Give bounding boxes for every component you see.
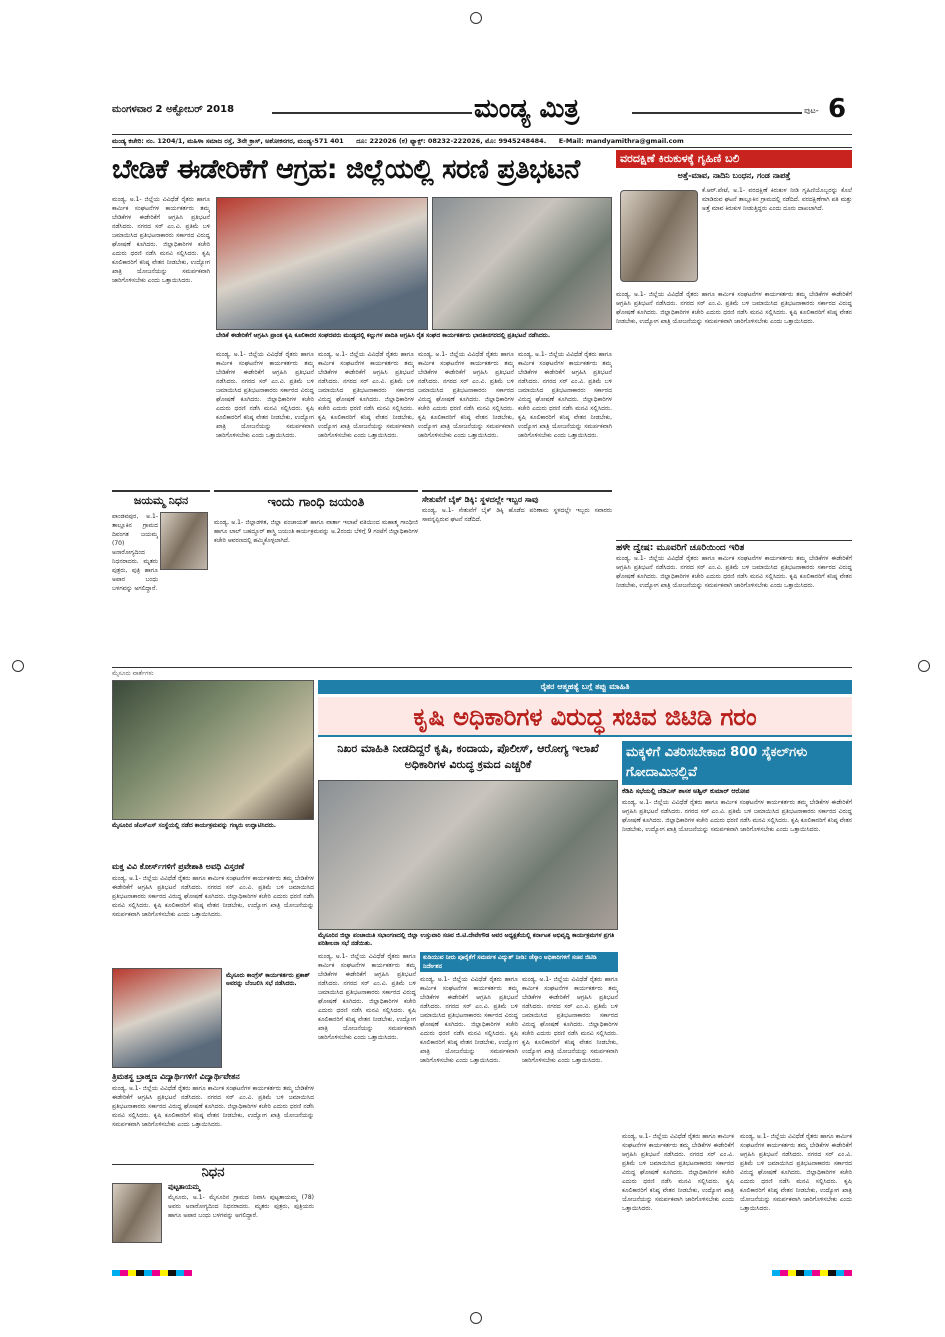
lead-photo-caption: ಬೇಡಿಕೆ ಈಡೇರಿಕೆಗೆ ಆಗ್ರಹಿಸಿ ಪ್ರಾಂತ ಕೃಷಿ ಕೂಲಿಕಾರರ ಸಂಘದವರು ಮಂಡ್ಯದಲ್ಲಿ ಕಲ್ಲುಗಳ ಪಾದಿತಿ ಆಗ್ರಹಿಸಿ ರೈತ ಸಂಘದ ಕಾರ್ಯಕರ್ತರು ಭಾರತೀನಗರದಲ್ಲಿ ಪ್ರತಿಭಟನೆ ನಡೆಸಿದರು. [216, 332, 551, 339]
minister-text-col-1: ಮಂಡ್ಯ, ಅ.1- ಜಿಲ್ಲೆಯ ವಿವಿಧೆಡೆ ರೈತರು ಹಾಗೂ ಕಾರ್ಮಿಕ ಸಂಘಟನೆಗಳ ಕಾರ್ಯಕರ್ತರು ತಮ್ಮ ಬೇಡಿಕೆಗಳ ಈಡೇರಿಕೆಗೆ ಆಗ್ರಹಿಸಿ ಪ್ರತಿಭಟನೆ ನಡೆಸಿದರು. ನಗರದ ಸರ್ ಎಂ.ವಿ. ಪ್ರತಿಮೆ ಬಳಿ ಜಮಾಯಿಸಿದ ಪ್ರತಿಭಟನಾಕಾರರು ಸರ್ಕಾರದ ವಿರುದ್ಧ ಘೋಷಣೆ ಕೂಗಿದರು. ಜಿಲ್ಲಾಧಿಕಾರಿಗಳ ಕಚೇರಿ ಎದುರು ಧರಣಿ ನಡೆಸಿ ಮನವಿ ಸಲ್ಲಿಸಿದರು. ಕೃಷಿ ಕೂಲಿಕಾರರಿಗೆ ಕನಿಷ್ಠ ವೇತನ ನೀಡಬೇಕು, ಉದ್ಯೋಗ ಖಾತ್ರಿ ಯೋಜನೆಯನ್ನು ಸಮರ್ಪಕವಾಗಿ ಜಾರಿಗೊಳಿಸಬೇಕು ಎಂದು ಒತ್ತಾಯಿಸಿದರು. [318, 953, 416, 1041]
dowry-subheadline: ಅತ್ತೆ-ಮಾವ, ನಾದಿನಿ ಬಂಧನ, ಗಂಡ ನಾಪತ್ತೆ [677, 171, 791, 180]
obituary-headline: ಜಯಮ್ಮ ನಿಧನ [133, 494, 189, 507]
stabbing-headline: ಹಳೇ ದ್ವೇಷ: ಮೂವರಿಗೆ ಚೂರಿಯಿಂದ ಇರಿತ [616, 540, 852, 553]
minister-headline: ಕೃಷಿ ಅಧಿಕಾರಿಗಳ ವಿರುದ್ಧ ಸಚಿವ ಜಿಟಿಡಿ ಗರಂ [318, 697, 852, 737]
gandhi-headline: ಇಂದು ಗಾಂಧಿ ಜಯಂತಿ [267, 495, 365, 510]
meeting-caption: ಮೈಸೂರಿನ ಜಿಲ್ಲಾ ಪಂಚಾಯಿತಿ ಸಭಾಂಗಣದಲ್ಲಿ ಜಿಲ್ಲಾ ಉಸ್ತುವಾರಿ ಸಚಿವ ಜಿ.ಟಿ.ದೇವೇಗೌಡ ಅವರ ಅಧ್ಯಕ್ಷತೆಯಲ್ಲಿ ಕರ್ನಾಟಕ ಅಭಿವೃದ್ಧಿ ಕಾರ್ಯಕ್ರಮಗಳ ಪ್ರಗತಿ ಪರಿಶೀಲನಾ ಸಭೆ ನಡೆಯಿತು. [318, 932, 615, 947]
minister-text-col-3: ಮಂಡ್ಯ, ಅ.1- ಜಿಲ್ಲೆಯ ವಿವಿಧೆಡೆ ರೈತರು ಹಾಗೂ ಕಾರ್ಮಿಕ ಸಂಘಟನೆಗಳ ಕಾರ್ಯಕರ್ತರು ತಮ್ಮ ಬೇಡಿಕೆಗಳ ಈಡೇರಿಕೆಗೆ ಆಗ್ರಹಿಸಿ ಪ್ರತಿಭಟನೆ ನಡೆಸಿದರು. ನಗರದ ಸರ್ ಎಂ.ವಿ. ಪ್ರತಿಮೆ ಬಳಿ ಜಮಾಯಿಸಿದ ಪ್ರತಿಭಟನಾಕಾರರು ಸರ್ಕಾರದ ವಿರುದ್ಧ ಘೋಷಣೆ ಕೂಗಿದರು. ಜಿಲ್ಲಾಧಿಕಾರಿಗಳ ಕಚೇರಿ ಎದುರು ಧರಣಿ ನಡೆಸಿ ಮನವಿ ಸಲ್ಲಿಸಿದರು. ಕೃಷಿ ಕೂಲಿಕಾರರಿಗೆ ಕನಿಷ್ಠ ವೇತನ ನೀಡಬೇಕು, ಉದ್ಯೋಗ ಖಾತ್ರಿ ಯೋಜನೆಯನ್ನು ಸಮರ್ಪಕವಾಗಿ ಜಾರಿಗೊಳಿಸಬೇಕು ಎಂದು ಒತ್ತಾಯಿಸಿದರು. [522, 976, 618, 1064]
inauguration-photo [112, 680, 314, 820]
lead-photo-left [216, 197, 428, 330]
office-phone: ದೂ: 222026 (ಕ) ಫ್ಯಾಕ್ಸ್: 08232-222026, ಮೊ: 9945248484. [356, 137, 547, 145]
pu-admission-headline: ಮಕ್ತ ವಿವಿ ಕೋರ್ಸ್‌ಗಳಿಗೆ ಪ್ರವೇಶಾತಿ ಅವಧಿ ವಿಸ್ತರಣೆ [112, 862, 245, 871]
cycles-headline: ಮಕ್ಕಳಿಗೆ ವಿತರಿಸಬೇಕಾದ 800 ಸೈಕಲ್‌ಗಳು ಗೋದಾಮಿನಲ್ಲಿವೆ [622, 741, 852, 785]
obituary-photo [160, 512, 208, 570]
masthead [112, 94, 852, 134]
accident-box [422, 490, 612, 665]
color-strip-right [772, 1270, 852, 1276]
registration-mark [12, 660, 24, 672]
lead-text-col-3: ಮಂಡ್ಯ, ಅ.1- ಜಿಲ್ಲೆಯ ವಿವಿಧೆಡೆ ರೈತರು ಹಾಗೂ ಕಾರ್ಮಿಕ ಸಂಘಟನೆಗಳ ಕಾರ್ಯಕರ್ತರು ತಮ್ಮ ಬೇಡಿಕೆಗಳ ಈಡೇರಿಕೆಗೆ ಆಗ್ರಹಿಸಿ ಪ್ರತಿಭಟನೆ ನಡೆಸಿದರು. ನಗರದ ಸರ್ ಎಂ.ವಿ. ಪ್ರತಿಮೆ ಬಳಿ ಜಮಾಯಿಸಿದ ಪ್ರತಿಭಟನಾಕಾರರು ಸರ್ಕಾರದ ವಿರುದ್ಧ ಘೋಷಣೆ ಕೂಗಿದರು. ಜಿಲ್ಲಾಧಿಕಾರಿಗಳ ಕಚೇರಿ ಎದುರು ಧರಣಿ ನಡೆಸಿ ಮನವಿ ಸಲ್ಲಿಸಿದರು. ಕೃಷಿ ಕೂಲಿಕಾರರಿಗೆ ಕನಿಷ್ಠ ವೇತನ ನೀಡಬೇಕು, ಉದ್ಯೋಗ ಖಾತ್ರಿ ಯೋಜನೆಯನ್ನು ಸಮರ್ಪಕವಾಗಿ ಜಾರಿಗೊಳಿಸಬೇಕು ಎಂದು ಒತ್ತಾಯಿಸಿದರು. [318, 351, 414, 439]
lead-text-col-4: ಮಂಡ್ಯ, ಅ.1- ಜಿಲ್ಲೆಯ ವಿವಿಧೆಡೆ ರೈತರು ಹಾಗೂ ಕಾರ್ಮಿಕ ಸಂಘಟನೆಗಳ ಕಾರ್ಯಕರ್ತರು ತಮ್ಮ ಬೇಡಿಕೆಗಳ ಈಡೇರಿಕೆಗೆ ಆಗ್ರಹಿಸಿ ಪ್ರತಿಭಟನೆ ನಡೆಸಿದರು. ನಗರದ ಸರ್ ಎಂ.ವಿ. ಪ್ರತಿಮೆ ಬಳಿ ಜಮಾಯಿಸಿದ ಪ್ರತಿಭಟನಾಕಾರರು ಸರ್ಕಾರದ ವಿರುದ್ಧ ಘೋಷಣೆ ಕೂಗಿದರು. ಜಿಲ್ಲಾಧಿಕಾರಿಗಳ ಕಚೇರಿ ಎದುರು ಧರಣಿ ನಡೆಸಿ ಮನವಿ ಸಲ್ಲಿಸಿದರು. ಕೃಷಿ ಕೂಲಿಕಾರರಿಗೆ ಕನಿಷ್ಠ ವೇತನ ನೀಡಬೇಕು, ಉದ್ಯೋಗ ಖಾತ್ರಿ ಯೋಜನೆಯನ್ನು ಸಮರ್ಪಕವಾಗಿ ಜಾರಿಗೊಳಿಸಬೇಕು ಎಂದು ಒತ್ತಾಯಿಸಿದರು. [418, 351, 514, 439]
accident-headline: ಸೇತುವೆಗೆ ಬೈಕ್ ಡಿಕ್ಕಿ: ಸ್ಥಳದಲ್ಲೇ ಇಬ್ಬರ ಸಾವು [422, 495, 539, 504]
congress-caption: ಮೈಸೂರು ಕಾಂಗ್ರೆಸ್ ಕಾರ್ಯಕರ್ತರು ಪ್ರಕಾಶ್ ಅವರನ್ನು ಬೆಂಬಲಿಸಿ ಸಭೆ ನಡೆಸಿದರು. [226, 972, 310, 987]
dowry-text-2: ಮಂಡ್ಯ, ಅ.1- ಜಿಲ್ಲೆಯ ವಿವಿಧೆಡೆ ರೈತರು ಹಾಗೂ ಕಾರ್ಮಿಕ ಸಂಘಟನೆಗಳ ಕಾರ್ಯಕರ್ತರು ತಮ್ಮ ಬೇಡಿಕೆಗಳ ಈಡೇರಿಕೆಗೆ ಆಗ್ರಹಿಸಿ ಪ್ರತಿಭಟನೆ ನಡೆಸಿದರು. ನಗರದ ಸರ್ ಎಂ.ವಿ. ಪ್ರತಿಮೆ ಬಳಿ ಜಮಾಯಿಸಿದ ಪ್ರತಿಭಟನಾಕಾರರು ಸರ್ಕಾರದ ವಿರುದ್ಧ ಘೋಷಣೆ ಕೂಗಿದರು. ಜಿಲ್ಲಾಧಿಕಾರಿಗಳ ಕಚೇರಿ ಎದುರು ಧರಣಿ ನಡೆಸಿ ಮನವಿ ಸಲ್ಲಿಸಿದರು. ಕೃಷಿ ಕೂಲಿಕಾರರಿಗೆ ಕನಿಷ್ಠ ವೇತನ ನೀಡಬೇಕು, ಉದ್ಯೋಗ ಖಾತ್ರಿ ಯೋಜನೆಯನ್ನು ಸಮರ್ಪಕವಾಗಿ ಜಾರಿಗೊಳಿಸಬೇಕು ಎಂದು ಒತ್ತಾಯಿಸಿದರು. [616, 291, 852, 325]
page-label: ಪುಟ- [804, 106, 819, 115]
gandhi-text: ಮಂಡ್ಯ, ಅ.1- ಜಿಲ್ಲಾಡಳಿತ, ಜಿಲ್ಲಾ ಪಂಚಾಯತ್ ಹಾಗೂ ವಾರ್ತಾ ಇಲಾಖೆ ವತಿಯಿಂದ ಮಹಾತ್ಮ ಗಾಂಧೀಜಿ ಹಾಗೂ ಲಾಲ್ ಬಹದ್ದೂರ್ ಶಾಸ್ತ್ರಿ ಜಯಂತಿ ಕಾರ್ಯಕ್ರಮವನ್ನು ಅ.2ರಂದು ಬೆಳಿಗ್ಗೆ 9 ಗಂಟೆಗೆ ಜಿಲ್ಲಾಧಿಕಾರಿಗಳ ಕಚೇರಿ ಆವರಣದಲ್ಲಿ ಹಮ್ಮಿಕೊಳ್ಳಲಾಗಿದೆ. [214, 519, 418, 544]
page-number: 6 [828, 94, 847, 124]
meeting-photo [318, 780, 618, 930]
lead-text-col-1: ಮಂಡ್ಯ, ಅ.1- ಜಿಲ್ಲೆಯ ವಿವಿಧೆಡೆ ರೈತರು ಹಾಗೂ ಕಾರ್ಮಿಕ ಸಂಘಟನೆಗಳ ಕಾರ್ಯಕರ್ತರು ತಮ್ಮ ಬೇಡಿಕೆಗಳ ಈಡೇರಿಕೆಗೆ ಆಗ್ರಹಿಸಿ ಪ್ರತಿಭಟನೆ ನಡೆಸಿದರು. ನಗರದ ಸರ್ ಎಂ.ವಿ. ಪ್ರತಿಮೆ ಬಳಿ ಜಮಾಯಿಸಿದ ಪ್ರತಿಭಟನಾಕಾರರು ಸರ್ಕಾರದ ವಿರುದ್ಧ ಘೋಷಣೆ ಕೂಗಿದರು. ಜಿಲ್ಲಾಧಿಕಾರಿಗಳ ಕಚೇರಿ ಎದುರು ಧರಣಿ ನಡೆಸಿ ಮನವಿ ಸಲ್ಲಿಸಿದರು. ಕೃಷಿ ಕೂಲಿಕಾರರಿಗೆ ಕನಿಷ್ಠ ವೇತನ ನೀಡಬೇಕು, ಉದ್ಯೋಗ ಖಾತ್ರಿ ಯೋಜನೆಯನ್ನು ಸಮರ್ಪಕವಾಗಿ ಜಾರಿಗೊಳಿಸಬೇಕು ಎಂದು ಒತ್ತಾಯಿಸಿದರು. [112, 196, 210, 284]
minister-deck: ನಿಖರ ಮಾಹಿತಿ ನೀಡದಿದ್ದರೆ ಕೃಷಿ, ಕಂದಾಯ, ಪೊಲೀಸ್, ಆರೋಗ್ಯ ಇಲಾಖೆ ಅಧಿಕಾರಿಗಳ ವಿರುದ್ಧ ಕ್ರಮದ ಎಚ್ಚರಿಕೆ [337, 742, 599, 771]
office-email: E-Mail: mandyamithra@gmail.com [558, 137, 684, 145]
congress-photo [112, 968, 222, 1068]
chescom-subhead: ಕುಡಿಯುವ ನೀರು ಪೂರೈಕೆಗೆ ಸಮರ್ಪಕ ವಿದ್ಯುತ್ ನೀಡಿ: ಚೆಸ್ಕಾಂ ಅಧಿಕಾರಿಗಳಿಗೆ ಸಚಿವ ಜಿಟಿಡಿ ನಿರ್ದೇಶನ [420, 952, 618, 972]
obituary-2-photo [112, 1183, 162, 1243]
obituary-2-text: ಮೈಸೂರು, ಅ.1- ಮೈಸೂರಿನ ಗ್ರಾಮದ ನಿವಾಸಿ ಪುಟ್ಟತಾಯಮ್ಮ (78) ಅವರು ಅನಾರೋಗ್ಯದಿಂದ ನಿಧನರಾದರು. ಮೃತರು ಪುತ್ರರು, ಪುತ್ರಿಯರು ಹಾಗೂ ಅಪಾರ ಬಂಧು ಬಳಗವನ್ನು ಅಗಲಿದ್ದಾರೆ. [168, 1194, 314, 1219]
obituary-2-box [112, 1164, 314, 1266]
obituary-2-name: ಪುಟ್ಟತಾಯಮ್ಮ [168, 1183, 201, 1191]
registration-mark [470, 12, 482, 24]
gandhi-jayanti-box [214, 490, 418, 665]
section-label: ಮೈಸೂರು ವಾರ್ತೆಗಳು [112, 670, 154, 677]
stabbing-text: ಮಂಡ್ಯ, ಅ.1- ಜಿಲ್ಲೆಯ ವಿವಿಧೆಡೆ ರೈತರು ಹಾಗೂ ಕಾರ್ಮಿಕ ಸಂಘಟನೆಗಳ ಕಾರ್ಯಕರ್ತರು ತಮ್ಮ ಬೇಡಿಕೆಗಳ ಈಡೇರಿಕೆಗೆ ಆಗ್ರಹಿಸಿ ಪ್ರತಿಭಟನೆ ನಡೆಸಿದರು. ನಗರದ ಸರ್ ಎಂ.ವಿ. ಪ್ರತಿಮೆ ಬಳಿ ಜಮಾಯಿಸಿದ ಪ್ರತಿಭಟನಾಕಾರರು ಸರ್ಕಾರದ ವಿರುದ್ಧ ಘೋಷಣೆ ಕೂಗಿದರು. ಜಿಲ್ಲಾಧಿಕಾರಿಗಳ ಕಚೇರಿ ಎದುರು ಧರಣಿ ನಡೆಸಿ ಮನವಿ ಸಲ್ಲಿಸಿದರು. ಕೃಷಿ ಕೂಲಿಕಾರರಿಗೆ ಕನಿಷ್ಠ ವೇತನ ನೀಡಬೇಕು, ಉದ್ಯೋಗ ಖಾತ್ರಿ ಯೋಜನೆಯನ್ನು ಸಮರ್ಪಕವಾಗಿ ಜಾರಿಗೊಳಿಸಬೇಕು ಎಂದು ಒತ್ತಾಯಿಸಿದರು. [616, 555, 852, 589]
scholarship-text: ಮಂಡ್ಯ, ಅ.1- ಜಿಲ್ಲೆಯ ವಿವಿಧೆಡೆ ರೈತರು ಹಾಗೂ ಕಾರ್ಮಿಕ ಸಂಘಟನೆಗಳ ಕಾರ್ಯಕರ್ತರು ತಮ್ಮ ಬೇಡಿಕೆಗಳ ಈಡೇರಿಕೆಗೆ ಆಗ್ರಹಿಸಿ ಪ್ರತಿಭಟನೆ ನಡೆಸಿದರು. ನಗರದ ಸರ್ ಎಂ.ವಿ. ಪ್ರತಿಮೆ ಬಳಿ ಜಮಾಯಿಸಿದ ಪ್ರತಿಭಟನಾಕಾರರು ಸರ್ಕಾರದ ವಿರುದ್ಧ ಘೋಷಣೆ ಕೂಗಿದರು. ಜಿಲ್ಲಾಧಿಕಾರಿಗಳ ಕಚೇರಿ ಎದುರು ಧರಣಿ ನಡೆಸಿ ಮನವಿ ಸಲ್ಲಿಸಿದರು. ಕೃಷಿ ಕೂಲಿಕಾರರಿಗೆ ಕನಿಷ್ಠ ವೇತನ ನೀಡಬೇಕು, ಉದ್ಯೋಗ ಖಾತ್ರಿ ಯೋಜನೆಯನ್ನು ಸಮರ್ಪಕವಾಗಿ ಜಾರಿಗೊಳಿಸಬೇಕು ಎಂದು ಒತ್ತಾಯಿಸಿದರು. [112, 1085, 314, 1128]
kicker: ರೈತರ ಆತ್ಮಹತ್ಯೆ ಬಗ್ಗೆ ತಪ್ಪು ಮಾಹಿತಿ [318, 680, 852, 694]
dowry-text: ಕೆ.ಆರ್.ಪೇಟೆ, ಅ.1- ವರದಕ್ಷಿಣೆ ಕಿರುಕುಳ ನೀಡಿ ಗೃಹಿಣಿಯೊಬ್ಬರನ್ನು ಕೊಲೆ ಮಾಡಿರುವ ಘಟನೆ ತಾಲ್ಲೂಕಿನ ಗ್ರಾಮದಲ್ಲಿ ನಡೆದಿದೆ. ವರದಕ್ಷಿಣೆಗಾಗಿ ಪತಿ ಮತ್ತು ಅತ್ತೆ ಮಾವ ಕಿರುಕುಳ ನೀಡುತ್ತಿದ್ದರು ಎಂದು ದೂರು ದಾಖಲಾಗಿದೆ. [702, 187, 852, 212]
lead-text-col-2: ಮಂಡ್ಯ, ಅ.1- ಜಿಲ್ಲೆಯ ವಿವಿಧೆಡೆ ರೈತರು ಹಾಗೂ ಕಾರ್ಮಿಕ ಸಂಘಟನೆಗಳ ಕಾರ್ಯಕರ್ತರು ತಮ್ಮ ಬೇಡಿಕೆಗಳ ಈಡೇರಿಕೆಗೆ ಆಗ್ರಹಿಸಿ ಪ್ರತಿಭಟನೆ ನಡೆಸಿದರು. ನಗರದ ಸರ್ ಎಂ.ವಿ. ಪ್ರತಿಮೆ ಬಳಿ ಜಮಾಯಿಸಿದ ಪ್ರತಿಭಟನಾಕಾರರು ಸರ್ಕಾರದ ವಿರುದ್ಧ ಘೋಷಣೆ ಕೂಗಿದರು. ಜಿಲ್ಲಾಧಿಕಾರಿಗಳ ಕಚೇರಿ ಎದುರು ಧರಣಿ ನಡೆಸಿ ಮನವಿ ಸಲ್ಲಿಸಿದರು. ಕೃಷಿ ಕೂಲಿಕಾರರಿಗೆ ಕನಿಷ್ಠ ವೇತನ ನೀಡಬೇಕು, ಉದ್ಯೋಗ ಖಾತ್ರಿ ಯೋಜನೆಯನ್ನು ಸಮರ್ಪಕವಾಗಿ ಜಾರಿಗೊಳಿಸಬೇಕು ಎಂದು ಒತ್ತಾಯಿಸಿದರು. [216, 351, 314, 439]
masthead-rule-left [272, 112, 472, 114]
color-strip-left [112, 1270, 192, 1276]
obituary-text: ಪಾಂಡವಪುರ, ಅ.1- ತಾಲ್ಲೂಕಿನ ಗ್ರಾಮದ ದಿವಂಗತ ಜಯಮ್ಮ (70) ಅನಾರೋಗ್ಯದಿಂದ ನಿಧನರಾದರು. ಮೃತರು ಪುತ್ರರು, ಪುತ್ರಿ ಹಾಗೂ ಅಪಾರ ಬಂಧು ಬಳಗವನ್ನು ಅಗಲಿದ್ದಾರೆ. [112, 513, 158, 592]
accident-text: ಮಂಡ್ಯ, ಅ.1- ಸೇತುವೆಗೆ ಬೈಕ್ ಡಿಕ್ಕಿ ಹೊಡೆದ ಪರಿಣಾಮ ಸ್ಥಳದಲ್ಲೇ ಇಬ್ಬರು ಸವಾರರು ಸಾವನ್ನಪ್ಪಿರುವ ಘಟನೆ ನಡೆದಿದೆ. [422, 507, 612, 523]
obituary-2-headline: ನಿಧನ [201, 1165, 225, 1180]
pu-admission-text: ಮಂಡ್ಯ, ಅ.1- ಜಿಲ್ಲೆಯ ವಿವಿಧೆಡೆ ರೈತರು ಹಾಗೂ ಕಾರ್ಮಿಕ ಸಂಘಟನೆಗಳ ಕಾರ್ಯಕರ್ತರು ತಮ್ಮ ಬೇಡಿಕೆಗಳ ಈಡೇರಿಕೆಗೆ ಆಗ್ರಹಿಸಿ ಪ್ರತಿಭಟನೆ ನಡೆಸಿದರು. ನಗರದ ಸರ್ ಎಂ.ವಿ. ಪ್ರತಿಮೆ ಬಳಿ ಜಮಾಯಿಸಿದ ಪ್ರತಿಭಟನಾಕಾರರು ಸರ್ಕಾರದ ವಿರುದ್ಧ ಘೋಷಣೆ ಕೂಗಿದರು. ಜಿಲ್ಲಾಧಿಕಾರಿಗಳ ಕಚೇರಿ ಎದುರು ಧರಣಿ ನಡೆಸಿ ಮನವಿ ಸಲ್ಲಿಸಿದರು. ಕೃಷಿ ಕೂಲಿಕಾರರಿಗೆ ಕನಿಷ್ಠ ವೇತನ ನೀಡಬೇಕು, ಉದ್ಯೋಗ ಖಾತ್ರಿ ಯೋಜನೆಯನ್ನು ಸಮರ್ಪಕವಾಗಿ ಜಾರಿಗೊಳಿಸಬೇಕು ಎಂದು ಒತ್ತಾಯಿಸಿದರು. [112, 875, 314, 918]
cycles-text-2: ಮಂಡ್ಯ, ಅ.1- ಜಿಲ್ಲೆಯ ವಿವಿಧೆಡೆ ರೈತರು ಹಾಗೂ ಕಾರ್ಮಿಕ ಸಂಘಟನೆಗಳ ಕಾರ್ಯಕರ್ತರು ತಮ್ಮ ಬೇಡಿಕೆಗಳ ಈಡೇರಿಕೆಗೆ ಆಗ್ರಹಿಸಿ ಪ್ರತಿಭಟನೆ ನಡೆಸಿದರು. ನಗರದ ಸರ್ ಎಂ.ವಿ. ಪ್ರತಿಮೆ ಬಳಿ ಜಮಾಯಿಸಿದ ಪ್ರತಿಭಟನಾಕಾರರು ಸರ್ಕಾರದ ವಿರುದ್ಧ ಘೋಷಣೆ ಕೂಗಿದರು. ಜಿಲ್ಲಾಧಿಕಾರಿಗಳ ಕಚೇರಿ ಎದುರು ಧರಣಿ ನಡೆಸಿ ಮನವಿ ಸಲ್ಲಿಸಿದರು. ಕೃಷಿ ಕೂಲಿಕಾರರಿಗೆ ಕನಿಷ್ಠ ವೇತನ ನೀಡಬೇಕು, ಉದ್ಯೋಗ ಖಾತ್ರಿ ಯೋಜನೆಯನ್ನು ಸಮರ್ಪಕವಾಗಿ ಜಾರಿಗೊಳಿಸಬೇಕು ಎಂದು ಒತ್ತಾಯಿಸಿದರು. [622, 1133, 734, 1212]
cycles-subheadline: ಕೆಡಿಪಿ ಸಭೆಯಲ್ಲಿ ಜೆಡಿಎಸ್ ಶಾಸಕ ಅಶ್ವಿನ್ ಕುಮಾರ್ ಆರೋಪ [622, 787, 750, 795]
scholarship-headline: ತ್ರಿಮತಸ್ಥ ಬ್ರಾಹ್ಮಣ ವಿದ್ಯಾರ್ಥಿಗಳಿಗೆ ವಿದ್ಯಾರ್ಥಿವೇತನ [112, 1072, 240, 1081]
lead-headline: ಬೇಡಿಕೆ ಈಡೇರಿಕೆಗೆ ಆಗ್ರಹ: ಜಿಲ್ಲೆಯಲ್ಲಿ ಸರಣಿ ಪ್ರತಿಭಟನೆ [112, 154, 580, 185]
dowry-victim-photo [620, 190, 698, 282]
inauguration-caption: ಮೈಸೂರಿನ ಜೆಎಸ್‌ಎಸ್ ಸಂಸ್ಥೆಯಲ್ಲಿ ನಡೆದ ಕಾರ್ಯಕ್ರಮವನ್ನು ಗಣ್ಯರು ಉದ್ಘಾಟಿಸಿದರು. [112, 822, 277, 829]
masthead-rule-right [632, 112, 802, 114]
dowry-story [616, 150, 852, 665]
registration-mark [918, 660, 930, 672]
info-bar [112, 134, 852, 148]
office-address: ಮಂಡ್ಯ ಕಚೇರಿ: ನಂ. 1204/1, ಮಹಿಳಾ ಸಮಾಜ ರಸ್ತೆ, 3ನೇ ಕ್ರಾಸ್, ಅಶೋಕನಗರ, ಮಂಡ್ಯ-571 401 [112, 137, 344, 145]
masthead-date: ಮಂಗಳವಾರ 2 ಅಕ್ಟೋಬರ್ 2018 [112, 104, 235, 115]
minister-text-col-2: ಮಂಡ್ಯ, ಅ.1- ಜಿಲ್ಲೆಯ ವಿವಿಧೆಡೆ ರೈತರು ಹಾಗೂ ಕಾರ್ಮಿಕ ಸಂಘಟನೆಗಳ ಕಾರ್ಯಕರ್ತರು ತಮ್ಮ ಬೇಡಿಕೆಗಳ ಈಡೇರಿಕೆಗೆ ಆಗ್ರಹಿಸಿ ಪ್ರತಿಭಟನೆ ನಡೆಸಿದರು. ನಗರದ ಸರ್ ಎಂ.ವಿ. ಪ್ರತಿಮೆ ಬಳಿ ಜಮಾಯಿಸಿದ ಪ್ರತಿಭಟನಾಕಾರರು ಸರ್ಕಾರದ ವಿರುದ್ಧ ಘೋಷಣೆ ಕೂಗಿದರು. ಜಿಲ್ಲಾಧಿಕಾರಿಗಳ ಕಚೇರಿ ಎದುರು ಧರಣಿ ನಡೆಸಿ ಮನವಿ ಸಲ್ಲಿಸಿದರು. ಕೃಷಿ ಕೂಲಿಕಾರರಿಗೆ ಕನಿಷ್ಠ ವೇತನ ನೀಡಬೇಕು, ಉದ್ಯೋಗ ಖಾತ್ರಿ ಯೋಜನೆಯನ್ನು ಸಮರ್ಪಕವಾಗಿ ಜಾರಿಗೊಳಿಸಬೇಕು ಎಂದು ಒತ್ತಾಯಿಸಿದರು. [420, 976, 518, 1064]
registration-mark [470, 1312, 482, 1324]
cycles-text-3: ಮಂಡ್ಯ, ಅ.1- ಜಿಲ್ಲೆಯ ವಿವಿಧೆಡೆ ರೈತರು ಹಾಗೂ ಕಾರ್ಮಿಕ ಸಂಘಟನೆಗಳ ಕಾರ್ಯಕರ್ತರು ತಮ್ಮ ಬೇಡಿಕೆಗಳ ಈಡೇರಿಕೆಗೆ ಆಗ್ರಹಿಸಿ ಪ್ರತಿಭಟನೆ ನಡೆಸಿದರು. ನಗರದ ಸರ್ ಎಂ.ವಿ. ಪ್ರತಿಮೆ ಬಳಿ ಜಮಾಯಿಸಿದ ಪ್ರತಿಭಟನಾಕಾರರು ಸರ್ಕಾರದ ವಿರುದ್ಧ ಘೋಷಣೆ ಕೂಗಿದರು. ಜಿಲ್ಲಾಧಿಕಾರಿಗಳ ಕಚೇರಿ ಎದುರು ಧರಣಿ ನಡೆಸಿ ಮನವಿ ಸಲ್ಲಿಸಿದರು. ಕೃಷಿ ಕೂಲಿಕಾರರಿಗೆ ಕನಿಷ್ಠ ವೇತನ ನೀಡಬೇಕು, ಉದ್ಯೋಗ ಖಾತ್ರಿ ಯೋಜನೆಯನ್ನು ಸಮರ್ಪಕವಾಗಿ ಜಾರಿಗೊಳಿಸಬೇಕು ಎಂದು ಒತ್ತಾಯಿಸಿದರು. [740, 1133, 852, 1212]
masthead-title: ಮಂಡ್ಯ ಮಿತ್ರ [474, 94, 580, 124]
dowry-headline: ವರದಕ್ಷಿಣೆ ಕಿರುಕುಳಕ್ಕೆ ಗೃಹಿಣಿ ಬಲಿ [616, 150, 852, 168]
cycles-text-1: ಮಂಡ್ಯ, ಅ.1- ಜಿಲ್ಲೆಯ ವಿವಿಧೆಡೆ ರೈತರು ಹಾಗೂ ಕಾರ್ಮಿಕ ಸಂಘಟನೆಗಳ ಕಾರ್ಯಕರ್ತರು ತಮ್ಮ ಬೇಡಿಕೆಗಳ ಈಡೇರಿಕೆಗೆ ಆಗ್ರಹಿಸಿ ಪ್ರತಿಭಟನೆ ನಡೆಸಿದರು. ನಗರದ ಸರ್ ಎಂ.ವಿ. ಪ್ರತಿಮೆ ಬಳಿ ಜಮಾಯಿಸಿದ ಪ್ರತಿಭಟನಾಕಾರರು ಸರ್ಕಾರದ ವಿರುದ್ಧ ಘೋಷಣೆ ಕೂಗಿದರು. ಜಿಲ್ಲಾಧಿಕಾರಿಗಳ ಕಚೇರಿ ಎದುರು ಧರಣಿ ನಡೆಸಿ ಮನವಿ ಸಲ್ಲಿಸಿದರು. ಕೃಷಿ ಕೂಲಿಕಾರರಿಗೆ ಕನಿಷ್ಠ ವೇತನ ನೀಡಬೇಕು, ಉದ್ಯೋಗ ಖಾತ್ರಿ ಯೋಜನೆಯನ್ನು ಸಮರ್ಪಕವಾಗಿ ಜಾರಿಗೊಳಿಸಬೇಕು ಎಂದು ಒತ್ತಾಯಿಸಿದರು. [622, 799, 852, 833]
lead-text-col-5: ಮಂಡ್ಯ, ಅ.1- ಜಿಲ್ಲೆಯ ವಿವಿಧೆಡೆ ರೈತರು ಹಾಗೂ ಕಾರ್ಮಿಕ ಸಂಘಟನೆಗಳ ಕಾರ್ಯಕರ್ತರು ತಮ್ಮ ಬೇಡಿಕೆಗಳ ಈಡೇರಿಕೆಗೆ ಆಗ್ರಹಿಸಿ ಪ್ರತಿಭಟನೆ ನಡೆಸಿದರು. ನಗರದ ಸರ್ ಎಂ.ವಿ. ಪ್ರತಿಮೆ ಬಳಿ ಜಮಾಯಿಸಿದ ಪ್ರತಿಭಟನಾಕಾರರು ಸರ್ಕಾರದ ವಿರುದ್ಧ ಘೋಷಣೆ ಕೂಗಿದರು. ಜಿಲ್ಲಾಧಿಕಾರಿಗಳ ಕಚೇರಿ ಎದುರು ಧರಣಿ ನಡೆಸಿ ಮನವಿ ಸಲ್ಲಿಸಿದರು. ಕೃಷಿ ಕೂಲಿಕಾರರಿಗೆ ಕನಿಷ್ಠ ವೇತನ ನೀಡಬೇಕು, ಉದ್ಯೋಗ ಖಾತ್ರಿ ಯೋಜನೆಯನ್ನು ಸಮರ್ಪಕವಾಗಿ ಜಾರಿಗೊಳಿಸಬೇಕು ಎಂದು ಒತ್ತಾಯಿಸಿದರು. [518, 351, 612, 439]
section-divider [112, 667, 852, 668]
lead-photo-right [432, 197, 612, 330]
obituary-box [112, 490, 210, 665]
